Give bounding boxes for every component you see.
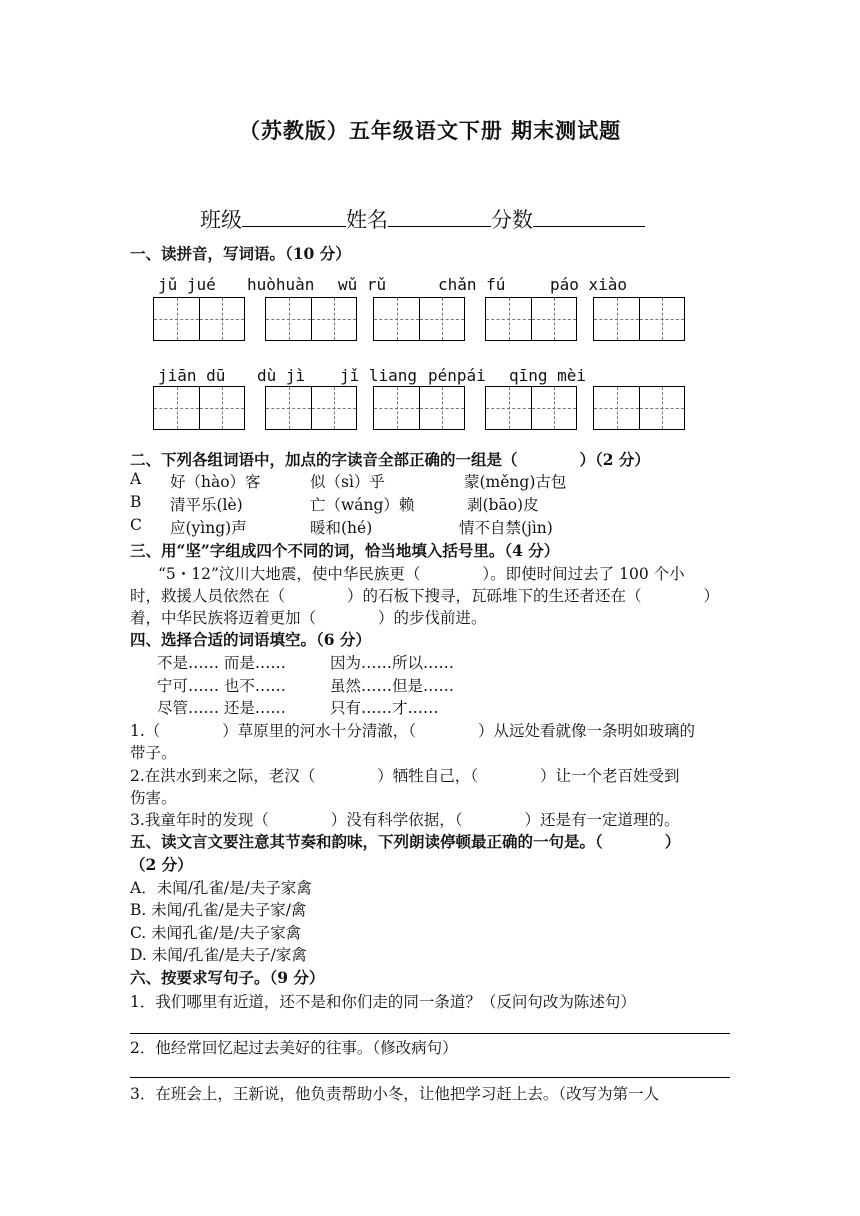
page-title: （苏教版）五年级语文下册 期末测试题 bbox=[238, 118, 622, 143]
passage-line: “5・12”汶川大地震，使中华民族更（ ）。即使时间过去了 100 个小 bbox=[158, 565, 685, 583]
name-label: 姓名 bbox=[346, 208, 388, 232]
tianzige-box[interactable] bbox=[153, 297, 245, 341]
option-letter: B bbox=[130, 493, 142, 511]
q4-heading: 四、选择合适的词语填空。（6 分） bbox=[130, 630, 371, 649]
score-blank[interactable] bbox=[533, 206, 645, 227]
pinyin: jiān dū bbox=[158, 366, 226, 385]
pinyin: chǎn fú bbox=[438, 275, 506, 294]
word-choice: 因为……所以…… bbox=[330, 654, 455, 672]
sentence-item: 3．在班会上，王新说，他负责帮助小冬，让他把学习赶上去。（改写为第一人 bbox=[130, 1085, 660, 1103]
option-word: 蒙(měng)古包 bbox=[464, 473, 567, 491]
option-word: 剥(bāo)皮 bbox=[467, 496, 539, 514]
word-choice: 不是…… 而是…… bbox=[157, 654, 286, 672]
pinyin: dù jì bbox=[257, 366, 306, 385]
pinyin: pénpái bbox=[428, 366, 486, 385]
option-letter: C bbox=[130, 516, 142, 534]
pinyin: wǔ rǔ bbox=[338, 275, 387, 294]
option-word: 应(yìng)声 bbox=[170, 519, 247, 537]
tianzige-box[interactable] bbox=[265, 297, 357, 341]
tianzige-box[interactable] bbox=[593, 297, 685, 341]
word-choice: 宁可…… 也不…… bbox=[157, 677, 286, 695]
q3-heading: 三、用“坚”字组成四个不同的词，恰当地填入括号里。（4 分） bbox=[130, 541, 560, 560]
option-line: D. 未闻/孔雀/是夫子/家禽 bbox=[130, 946, 307, 964]
tianzige-box[interactable] bbox=[373, 297, 465, 341]
option-line: C. 未闻孔雀/是/夫子家禽 bbox=[130, 924, 302, 942]
question-line: 伤害。 bbox=[130, 789, 177, 807]
tianzige-box[interactable] bbox=[265, 386, 357, 430]
word-choice: 只有……才…… bbox=[330, 699, 439, 717]
option-word: 情不自禁(jìn) bbox=[459, 519, 553, 537]
student-info-line bbox=[200, 204, 645, 234]
sentence-item: 1．我们哪里有近道，还不是和你们走的同一条道？（反问句改为陈述句） bbox=[130, 993, 636, 1011]
option-line: B. 未闻/孔雀/是夫子家/禽 bbox=[130, 901, 307, 919]
answer-line[interactable] bbox=[130, 1033, 730, 1034]
q5-heading: 五、读文言文要注意其节奏和韵味，下列朗读停顿最正确的一句是。（ ） bbox=[130, 832, 681, 851]
option-letter: A bbox=[130, 470, 142, 488]
option-word: 亡（wáng）赖 bbox=[310, 496, 415, 514]
question-line: 3.我童年时的发现（ ）没有科学依据，（ ）还是有一定道理的。 bbox=[130, 811, 680, 829]
question-line: 带子。 bbox=[130, 744, 177, 762]
tianzige-box[interactable] bbox=[485, 386, 577, 430]
pinyin: jǐ liang bbox=[340, 366, 418, 385]
passage-line: 时，救援人员依然在（ ）的石板下搜寻，瓦砾堆下的生还者还在（ ） bbox=[130, 587, 720, 605]
tianzige-box[interactable] bbox=[485, 297, 577, 341]
option-word: 清平乐(lè) bbox=[170, 496, 243, 514]
tianzige-box[interactable] bbox=[153, 386, 245, 430]
option-word: 好（hào）客 bbox=[170, 473, 261, 491]
pinyin: jǔ jué bbox=[158, 275, 216, 294]
pinyin: páo xiào bbox=[550, 275, 628, 294]
word-choice: 虽然……但是…… bbox=[330, 677, 455, 695]
option-word: 暖和(hé) bbox=[310, 519, 373, 537]
q2-heading: 二、下列各组词语中，加点的字读音全部正确的一组是（ ）（2 分） bbox=[130, 450, 650, 469]
q6-heading: 六、按要求写句子。（9 分） bbox=[130, 968, 325, 987]
q5-score: （2 分） bbox=[130, 855, 193, 874]
option-line: A．未闻/孔雀/是/夫子家禽 bbox=[130, 879, 312, 897]
word-choice: 尽管…… 还是…… bbox=[157, 699, 286, 717]
option-word: 似（sì）乎 bbox=[310, 473, 385, 491]
question-line: 1.（ ）草原里的河水十分清澈，（ ）从远处看就像一条明如玻璃的 bbox=[130, 722, 696, 740]
answer-line[interactable] bbox=[130, 1077, 730, 1078]
passage-line: 着，中华民族将迈着更加（ ）的步伐前进。 bbox=[130, 609, 487, 627]
score-label: 分数 bbox=[491, 208, 533, 232]
tianzige-box[interactable] bbox=[593, 386, 685, 430]
sentence-item: 2．他经常回忆起过去美好的往事。（修改病句） bbox=[130, 1039, 458, 1057]
class-label: 班级 bbox=[200, 208, 242, 232]
pinyin: qīng mèi bbox=[509, 366, 587, 385]
pinyin: huòhuàn bbox=[247, 275, 315, 294]
question-line: 2.在洪水到来之际，老汉（ ）牺牲自己，（ ）让一个老百姓受到 bbox=[130, 767, 680, 785]
q1-heading: 一、读拼音，写词语。（10 分） bbox=[130, 244, 351, 263]
name-blank[interactable] bbox=[388, 206, 491, 227]
class-blank[interactable] bbox=[242, 206, 346, 227]
tianzige-box[interactable] bbox=[373, 386, 465, 430]
